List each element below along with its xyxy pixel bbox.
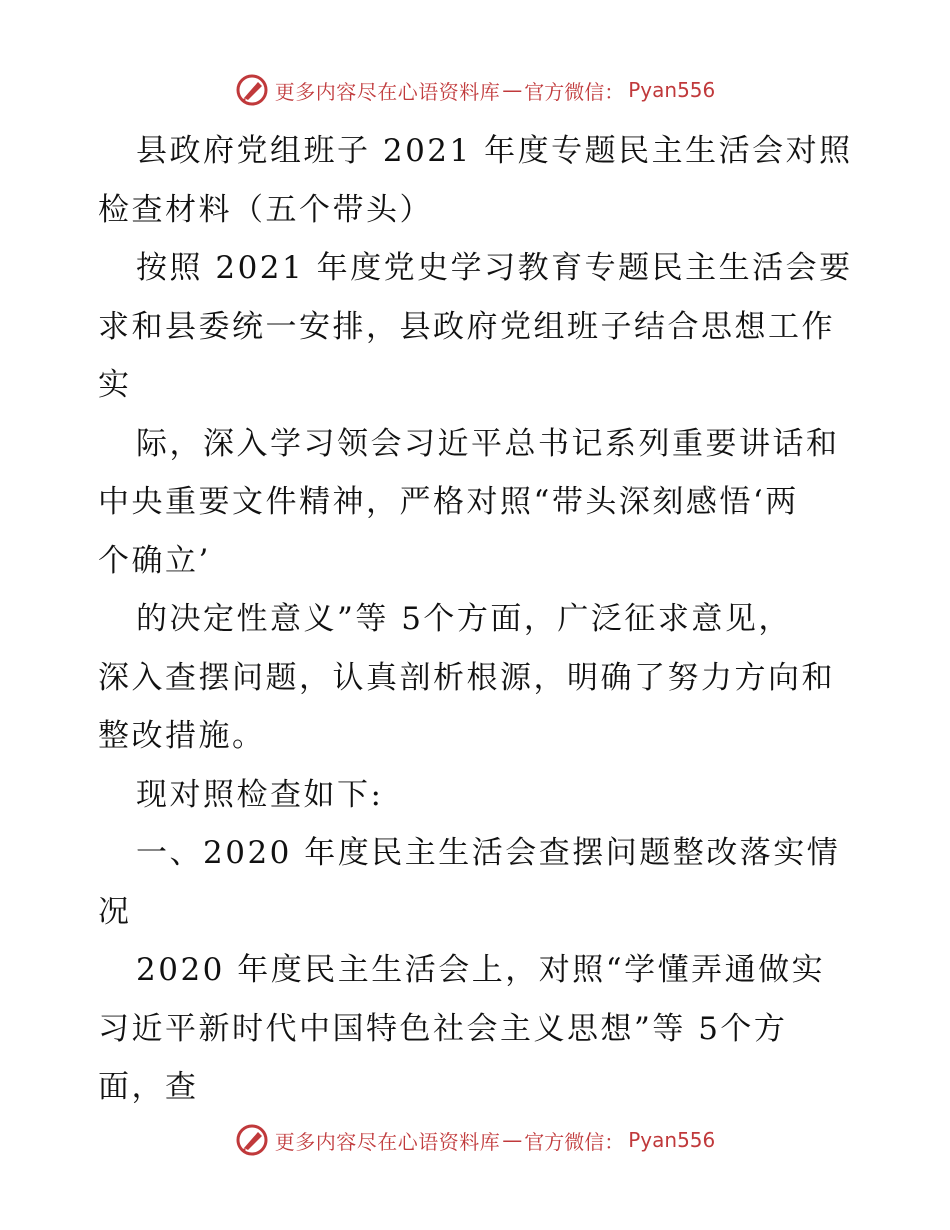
paragraph-line: 深入查摆问题，认真剖析根源，明确了努力方向和 <box>98 659 835 696</box>
paragraph-line: 整改措施。 <box>98 718 266 754</box>
footer-watermark <box>0 1122 950 1158</box>
watermark-official-label: 官方微信： <box>524 79 625 104</box>
watermark-official-label: 官方微信： <box>524 1129 625 1154</box>
paragraph-line: 按照 2021 年度党史学习教育专题民主生活会要 <box>136 250 853 286</box>
paragraph-line: 中央重要文件精神，严格对照“带头深刻感悟‘两 <box>98 484 799 520</box>
header-watermark <box>0 72 950 108</box>
pen-circle-logo-icon <box>235 1123 269 1157</box>
watermark-dash: — <box>502 78 523 102</box>
section-heading-line: 一、2020 年度民主生活会查摆问题整改落实情 <box>136 835 841 871</box>
section-heading-line: 况 <box>98 893 132 930</box>
paragraph-line: 2020 年度民主生活会上，对照“学懂弄通做实 <box>136 952 826 988</box>
watermark-handle: Pyan556 <box>628 78 716 102</box>
paragraph-line: 习近平新时代中国特色社会主义思想”等 5个方 <box>98 1010 788 1047</box>
paragraph-line: 实 <box>98 367 132 403</box>
watermark-text: 更多内容尽在心语资料库 <box>274 1129 501 1154</box>
paragraph-line: 个确立’ <box>98 542 211 579</box>
paragraph-line: 面，查 <box>98 1069 199 1105</box>
paragraph-line: 求和县委统一安排，县政府党组班子结合思想工作 <box>98 308 835 345</box>
watermark-dash: — <box>502 1128 523 1152</box>
pen-circle-logo-icon <box>235 73 269 107</box>
paragraph-line: 际，深入学习领会习近平总书记系列重要讲话和 <box>136 425 840 462</box>
paragraph-line: 的决定性意义”等 5个方面，广泛征求意见， <box>136 601 792 637</box>
watermark-handle: Pyan556 <box>628 1128 716 1152</box>
document-title-line-1: 县政府党组班子 2021 年度专题民主生活会对照 <box>136 133 853 169</box>
watermark-text: 更多内容尽在心语资料库 <box>274 79 501 104</box>
document-body <box>98 122 858 1117</box>
paragraph-line: 现对照检查如下: <box>136 776 384 813</box>
document-title-line-2: 检查材料（五个带头） <box>98 191 433 228</box>
